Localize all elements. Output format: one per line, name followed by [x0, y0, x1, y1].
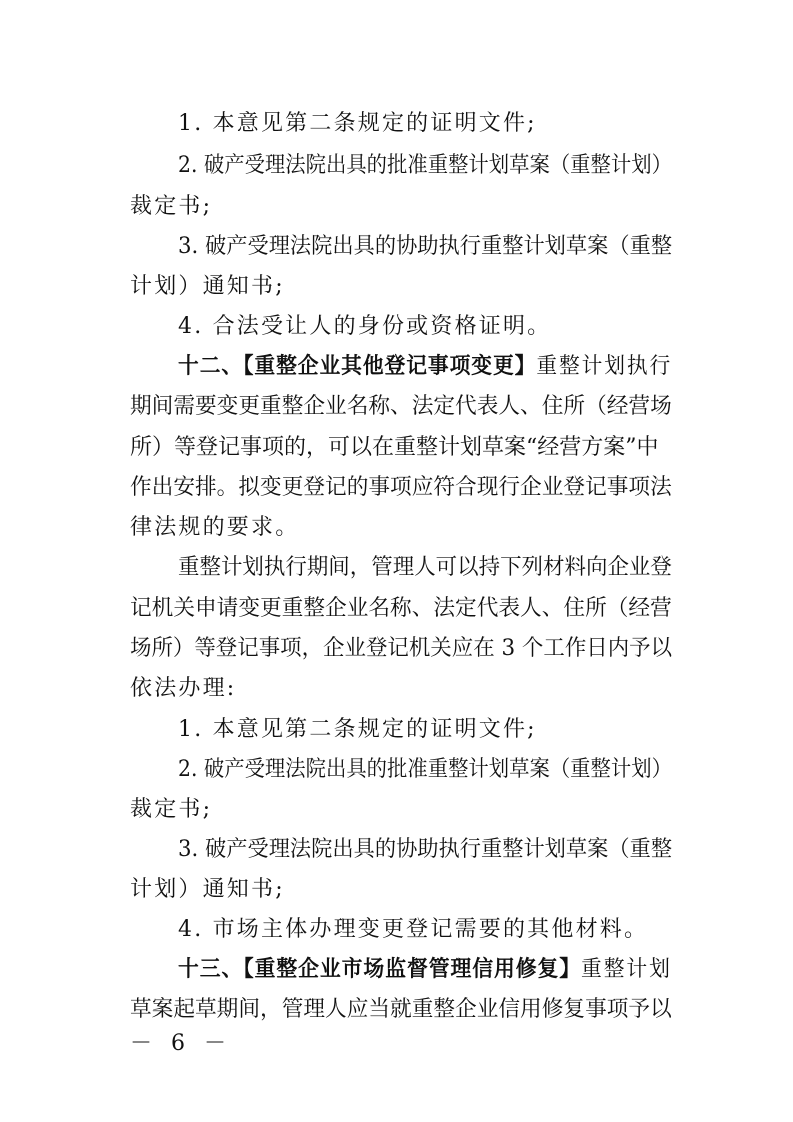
page-number: － 6 － [130, 1031, 232, 1056]
para-5-line-4: 依法办理: [130, 676, 237, 701]
list2-item-2-line-1: 2. 破产受理法院出具的批准重整计划草案（重整计划） [178, 757, 672, 782]
section-13-number: 十三、 [178, 957, 244, 982]
item-4: 4. 合法受让人的身份或资格证明。 [178, 314, 552, 339]
section-13-text-start: 重整计划 [581, 957, 672, 982]
item-3-line-1: 3. 破产受理法院出具的协助执行重整计划草案（重整 [178, 234, 673, 259]
list2-item-4: 4. 市场主体办理变更登记需要的其他材料。 [178, 917, 649, 942]
para-5-line-3: 场所）等登记事项，企业登记机关应在 3 个工作日内予以 [130, 636, 673, 661]
item-2-line-2: 裁定书; [130, 194, 213, 219]
section-12-line-4: 作出安排。拟变更登记的事项应符合现行企业登记事项法 [130, 475, 672, 500]
list2-item-3-line-1: 3. 破产受理法院出具的协助执行重整计划草案（重整 [178, 837, 673, 862]
section-13-title: 【重整企业市场监督管理信用修复】 [243, 957, 582, 982]
para-5-line-1: 重整计划执行期间，管理人可以持下列材料向企业登 [178, 555, 672, 580]
list2-item-3-line-2: 计划）通知书; [130, 877, 285, 902]
section-12-line-2: 期间需要变更重整企业名称、法定代表人、住所（经营场 [130, 394, 672, 419]
item-2-line-1: 2. 破产受理法院出具的批准重整计划草案（重整计划） [178, 153, 672, 178]
section-12-text-start: 重整计划执行 [536, 354, 673, 379]
para-5-line-2: 记机关申请变更重整企业名称、法定代表人、住所（经营 [130, 596, 672, 621]
section-12-line-5: 律法规的要求。 [130, 515, 300, 540]
section-13-line-2: 草案起草期间，管理人应当就重整企业信用修复事项予以 [130, 997, 672, 1022]
section-12-line-3: 所）等登记事项的，可以在重整计划草案“经营方案”中 [130, 435, 659, 460]
item-1: 1. 本意见第二条规定的证明文件; [178, 111, 537, 136]
section-12-title: 【重整企业其他登记事项变更】 [243, 354, 537, 379]
section-13-line-1 [178, 956, 672, 984]
list2-item-2-line-2: 裁定书; [130, 797, 213, 822]
section-12-number: 十二、 [178, 354, 244, 379]
section-12-line-1 [178, 353, 672, 381]
list2-item-1: 1. 本意见第二条规定的证明文件; [178, 717, 537, 742]
item-3-line-2: 计划）通知书; [130, 274, 285, 299]
